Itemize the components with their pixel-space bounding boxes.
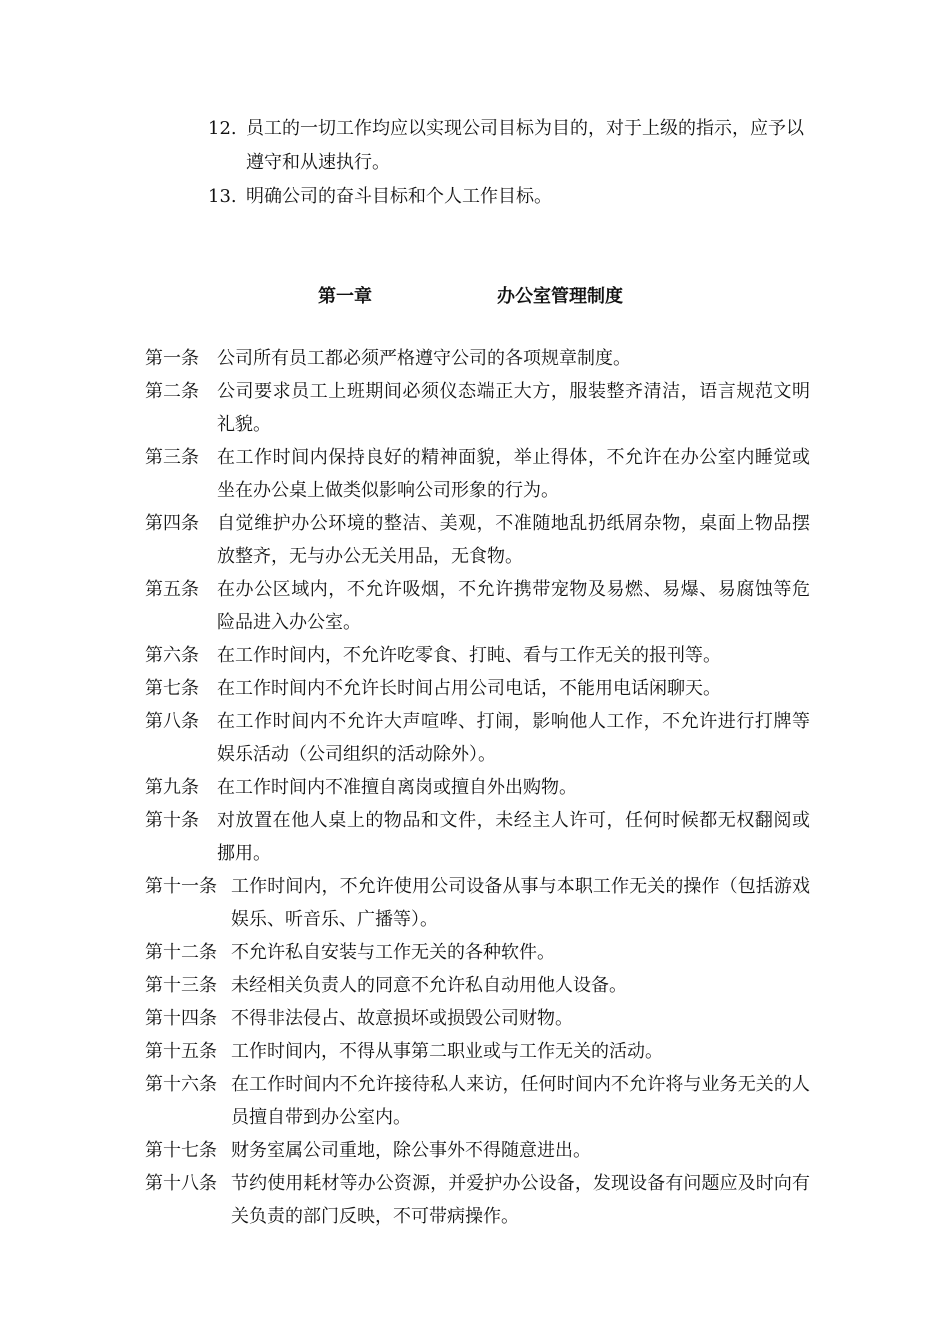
article bbox=[145, 375, 810, 441]
article bbox=[145, 1035, 810, 1068]
article bbox=[145, 1134, 810, 1167]
article-text: 公司要求员工上班期间必须仪态端正大方，服装整齐清洁，语言规范文明礼貌。 bbox=[217, 381, 810, 435]
chapter-number: 第一章 bbox=[318, 286, 372, 307]
article-label: 第三条 bbox=[145, 447, 199, 468]
article-label: 第九条 bbox=[145, 777, 199, 798]
list-item-text: 员工的一切工作均应以实现公司目标为目的，对于上级的指示，应予以遵守和从速执行。 bbox=[246, 118, 804, 173]
article-label: 第十四条 bbox=[145, 1008, 217, 1029]
article-label: 第一条 bbox=[145, 348, 199, 369]
article bbox=[145, 804, 810, 870]
list-item-number: 12. bbox=[208, 118, 237, 139]
article bbox=[145, 639, 810, 672]
article-text: 自觉维护办公环境的整洁、美观，不准随地乱扔纸屑杂物，桌面上物品摆放整齐，无与办公无关用品，无食物。 bbox=[217, 513, 810, 567]
article-text: 在工作时间内不准擅自离岗或擅自外出购物。 bbox=[217, 777, 577, 798]
article bbox=[145, 573, 810, 639]
article bbox=[145, 1002, 810, 1035]
numbered-list bbox=[208, 112, 808, 214]
article-label: 第十一条 bbox=[145, 876, 217, 897]
article-text: 对放置在他人桌上的物品和文件，未经主人许可，任何时候都无权翻阅或挪用。 bbox=[217, 810, 810, 864]
article-text: 在工作时间内不允许接待私人来访，任何时间内不允许将与业务无关的人员擅自带到办公室内。 bbox=[231, 1074, 810, 1128]
article-list bbox=[145, 342, 810, 1233]
article bbox=[145, 936, 810, 969]
article bbox=[145, 1068, 810, 1134]
article-text: 工作时间内，不得从事第二职业或与工作无关的活动。 bbox=[231, 1041, 663, 1062]
article-text: 不得非法侵占、故意损坏或损毁公司财物。 bbox=[231, 1008, 573, 1029]
article-label: 第十五条 bbox=[145, 1041, 217, 1062]
article-label: 第六条 bbox=[145, 645, 199, 666]
article bbox=[145, 507, 810, 573]
article-text: 在工作时间内，不允许吃零食、打盹、看与工作无关的报刊等。 bbox=[217, 645, 721, 666]
article-text: 公司所有员工都必须严格遵守公司的各项规章制度。 bbox=[217, 348, 631, 369]
article bbox=[145, 771, 810, 804]
article-label: 第十七条 bbox=[145, 1140, 217, 1161]
article-text: 不允许私自安装与工作无关的各种软件。 bbox=[231, 942, 555, 963]
list-item-text: 明确公司的奋斗目标和个人工作目标。 bbox=[246, 186, 552, 207]
article-text: 在工作时间内不允许大声喧哗、打闹，影响他人工作，不允许进行打牌等娱乐活动（公司组织的活动除外）。 bbox=[217, 711, 810, 765]
list-item bbox=[208, 112, 808, 180]
chapter-title: 办公室管理制度 bbox=[497, 286, 623, 307]
article-label: 第二条 bbox=[145, 381, 199, 402]
article-text: 节约使用耗材等办公资源，并爱护办公设备，发现设备有问题应及时向有关负责的部门反映，不可带病操作。 bbox=[231, 1173, 810, 1227]
article bbox=[145, 870, 810, 936]
article-text: 在工作时间内不允许长时间占用公司电话，不能用电话闲聊天。 bbox=[217, 678, 721, 699]
article-label: 第四条 bbox=[145, 513, 199, 534]
article bbox=[145, 672, 810, 705]
chapter-heading bbox=[0, 280, 950, 314]
article-label: 第十条 bbox=[145, 810, 199, 831]
article bbox=[145, 969, 810, 1002]
article-label: 第七条 bbox=[145, 678, 199, 699]
article-label: 第十六条 bbox=[145, 1074, 217, 1095]
article-text: 在办公区域内，不允许吸烟，不允许携带宠物及易燃、易爆、易腐蚀等危险品进入办公室。 bbox=[217, 579, 810, 633]
list-item-number: 13. bbox=[208, 186, 237, 207]
article-label: 第八条 bbox=[145, 711, 199, 732]
article-label: 第五条 bbox=[145, 579, 199, 600]
article bbox=[145, 441, 810, 507]
article-text: 在工作时间内保持良好的精神面貌，举止得体，不允许在办公室内睡觉或坐在办公桌上做类似影响公司形象的行为。 bbox=[217, 447, 810, 501]
article-label: 第十八条 bbox=[145, 1173, 217, 1194]
article bbox=[145, 705, 810, 771]
article-label: 第十二条 bbox=[145, 942, 217, 963]
article bbox=[145, 1167, 810, 1233]
article bbox=[145, 342, 810, 375]
article-label: 第十三条 bbox=[145, 975, 217, 996]
list-item bbox=[208, 180, 808, 214]
article-text: 工作时间内，不允许使用公司设备从事与本职工作无关的操作（包括游戏娱乐、听音乐、广播等）。 bbox=[231, 876, 810, 930]
article-text: 未经相关负责人的同意不允许私自动用他人设备。 bbox=[231, 975, 627, 996]
article-text: 财务室属公司重地，除公事外不得随意进出。 bbox=[231, 1140, 591, 1161]
